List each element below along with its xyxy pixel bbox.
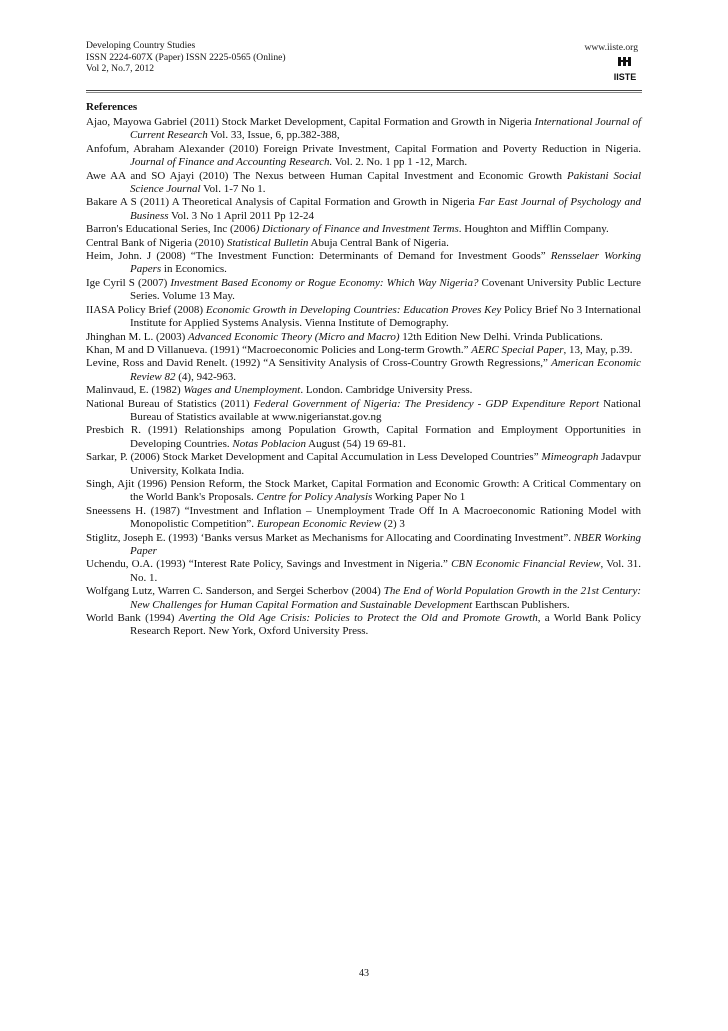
reference-text: Stiglitz, Joseph E. (1993) ‘Banks versus Market as Mechanisms for Allocating and Coordinating Investment”. — [86, 531, 574, 544]
volume-line: Vol 2, No.7, 2012 — [86, 63, 155, 74]
reference-source-title: Rensselaer Working Papers — [130, 250, 641, 276]
logo-text: IISTE — [613, 72, 637, 82]
reference-source-title: Wages and Unemployment — [183, 384, 301, 397]
reference-entry — [86, 424, 641, 451]
reference-text: Jhinghan M. L. (2003) — [86, 330, 189, 343]
reference-source-title: Centre for Policy Analysis — [256, 491, 373, 504]
reference-source-title: ) Dictionary of Finance and Investment Terms — [255, 223, 459, 236]
reference-source-title: CBN Economic Financial Review — [451, 558, 601, 571]
reference-source-title: Averting the Old Age Crisis: Policies to Protect the Old and Promote Growth — [178, 612, 538, 625]
reference-entry — [86, 451, 641, 478]
reference-details: (2) 3 — [381, 518, 405, 531]
reference-entry — [86, 384, 641, 397]
reference-details: Policy Brief No 3 International Institute for Applied Systems Analysis. Vienna Institute of Demography. — [130, 303, 641, 330]
header-rule — [86, 90, 642, 91]
reference-text: National Bureau of Statistics (2011) — [86, 397, 254, 410]
reference-details: (4), 942-963. — [175, 370, 237, 383]
reference-entry — [86, 143, 641, 170]
reference-entry — [86, 612, 641, 639]
reference-details: 12th Edition New Delhi. Vrinda Publications. — [399, 330, 603, 343]
reference-entry — [86, 344, 641, 357]
reference-text: World Bank (1994) — [86, 612, 179, 625]
header-rule-thin — [86, 92, 642, 93]
reference-text: Heim, John. J (2008) “The Investment Function: Determinants of Demand for Investment Goods” — [86, 250, 551, 263]
reference-source-title: Journal of Finance and Accounting Research. — [130, 156, 333, 169]
reference-entry — [86, 237, 641, 250]
reference-text: Singh, Ajit (1996) Pension Reform, the Stock Market, Capital Formation and Economic Growth: A Critical Commentary on the World Bank's Proposals. — [86, 477, 641, 504]
reference-text: IIASA Policy Brief (2008) — [86, 303, 206, 316]
reference-text: Ajao, Mayowa Gabriel (2011) Stock Market Development, Capital Formation and Growth in Nigeria — [86, 116, 535, 128]
reference-source-title: European Economic Review — [256, 518, 382, 531]
reference-entry — [86, 277, 641, 304]
reference-text: Uchendu, O.A. (1993) “Interest Rate Policy, Savings and Investment in Nigeria.” — [86, 558, 452, 571]
reference-details: Vol. 33, Issue, 6, pp.382-388, — [207, 129, 340, 142]
reference-details: , a World Bank Policy Research Report. New York, Oxford University Press. — [130, 612, 641, 638]
reference-source-title: American Economic Review 82 — [130, 357, 642, 383]
reference-details: Vol. 3 No 1 April 2011 Pp 12-24 — [168, 209, 315, 222]
reference-source-title: International Journal of Current Research — [130, 116, 641, 142]
reference-source-title: Pakistani Social Science Journal — [130, 169, 642, 196]
reference-source-title: Federal Government of Nigeria: The Presidency - GDP Expenditure Report — [253, 397, 600, 410]
references-section — [86, 101, 641, 639]
reference-entry — [86, 532, 641, 559]
reference-entry — [86, 250, 641, 277]
reference-entry — [86, 398, 641, 425]
reference-details: National Bureau of Statistics available at www.nigerianstat.gov.ng — [130, 397, 641, 423]
reference-details: , Vol. 31. No. 1. — [130, 558, 641, 584]
reference-entry — [86, 357, 641, 384]
reference-text: Levine, Ross and David Renelt. (1992) “A Sensitivity Analysis of Cross-Country Growth Regressions,” — [86, 357, 552, 370]
reference-details: Earthscan Publishers. — [472, 598, 570, 611]
reference-text: Sarkar, P. (2006) Stock Market Development and Capital Accumulation in Less Developed Countries” — [86, 451, 542, 464]
reference-details: Vol. 2. No. 1 pp 1 -12, March. — [332, 156, 468, 169]
reference-source-title: Advanced Economic Theory (Micro and Macro) — [188, 330, 400, 343]
reference-entry — [86, 558, 641, 585]
reference-details: . London. Cambridge University Press. — [300, 384, 473, 397]
reference-source-title: Investment Based Economy or Rogue Economy: Which Way Nigeria? — [170, 276, 479, 289]
reference-source-title: Economic Growth in Developing Countries: Education Proves Key — [205, 303, 502, 316]
reference-details: . Houghton and Mifflin Company. — [458, 223, 609, 236]
page-header — [86, 40, 642, 90]
reference-text: Wolfgang Lutz, Warren C. Sanderson, and Sergei Scherbov (2004) — [86, 585, 384, 598]
reference-text: Anfofum, Abraham Alexander (2010) Foreign Private Investment, Capital Formation and Poverty Reduction in Nigeria. — [86, 142, 641, 155]
iiste-logo-icon — [612, 56, 638, 84]
reference-entry — [86, 116, 641, 143]
reference-text: Sneessens H. (1987) “Investment and Inflation – Unemployment Trade Off In A Macroeconomic Rationing Model with Monopolistic Competition”. — [86, 504, 641, 531]
reference-entry — [86, 304, 641, 331]
reference-entry — [86, 585, 641, 612]
reference-details: August (54) 19 69-81. — [306, 437, 406, 450]
reference-details: Working Paper No 1 — [372, 491, 466, 504]
reference-text: Khan, M and D Villanueva. (1991) “Macroeconomic Policies and Long-term Growth.” — [86, 343, 472, 356]
journal-url-link[interactable]: www.iiste.org — [584, 42, 638, 53]
reference-text: Awe AA and SO Ajayi (2010) The Nexus between Human Capital Investment and Economic Growth — [86, 169, 567, 182]
reference-entry — [86, 478, 641, 505]
reference-source-title: Mimeograph — [541, 451, 599, 464]
page-number: 43 — [359, 968, 369, 979]
reference-text: Presbich R. (1991) Relationships among Population Growth, Capital Formation and Employment Opportunities in Developing Countries. — [86, 424, 641, 450]
reference-source-title: Notas Poblacion — [232, 437, 306, 450]
reference-list — [86, 116, 641, 639]
reference-entry — [86, 331, 641, 344]
reference-details: Covenant University Public Lecture Series. Volume 13 May. — [130, 276, 641, 303]
reference-details: in Economics. — [161, 263, 227, 276]
reference-text: Central Bank of Nigeria (2010) — [86, 236, 227, 249]
reference-source-title: AERC Special Paper — [471, 343, 564, 356]
reference-entry — [86, 223, 641, 236]
reference-text: Malinvaud, E. (1982) — [86, 384, 184, 397]
journal-name: Developing Country Studies — [86, 40, 196, 51]
reference-text: Barron's Educational Series, Inc (2006 — [86, 223, 256, 236]
references-title: References — [86, 101, 138, 113]
reference-details: Vol. 1-7 No 1. — [200, 183, 266, 196]
reference-details: Abuja Central Bank of Nigeria. — [308, 236, 449, 249]
reference-entry — [86, 505, 641, 532]
reference-details: , 13, May, p.39. — [563, 343, 633, 356]
reference-entry — [86, 196, 641, 223]
reference-source-title: The End of World Population Growth in the 21st Century: New Challenges for Human Capital Formation and Sustainable Development — [130, 585, 641, 611]
reference-source-title: Statistical Bulletin — [226, 236, 309, 249]
reference-entry — [86, 170, 641, 197]
reference-details: Jadavpur University, Kolkata India. — [130, 451, 641, 477]
reference-text: Ige Cyril S (2007) — [86, 276, 171, 289]
reference-source-title: NBER Working Paper — [130, 531, 641, 557]
issn-line: ISSN 2224-607X (Paper) ISSN 2225-0565 (Online) — [86, 51, 286, 63]
reference-source-title: Far East Journal of Psychology and Business — [130, 196, 641, 222]
reference-text: Bakare A S (2011) A Theoretical Analysis of Capital Formation and Growth in Nigeria — [86, 196, 479, 209]
